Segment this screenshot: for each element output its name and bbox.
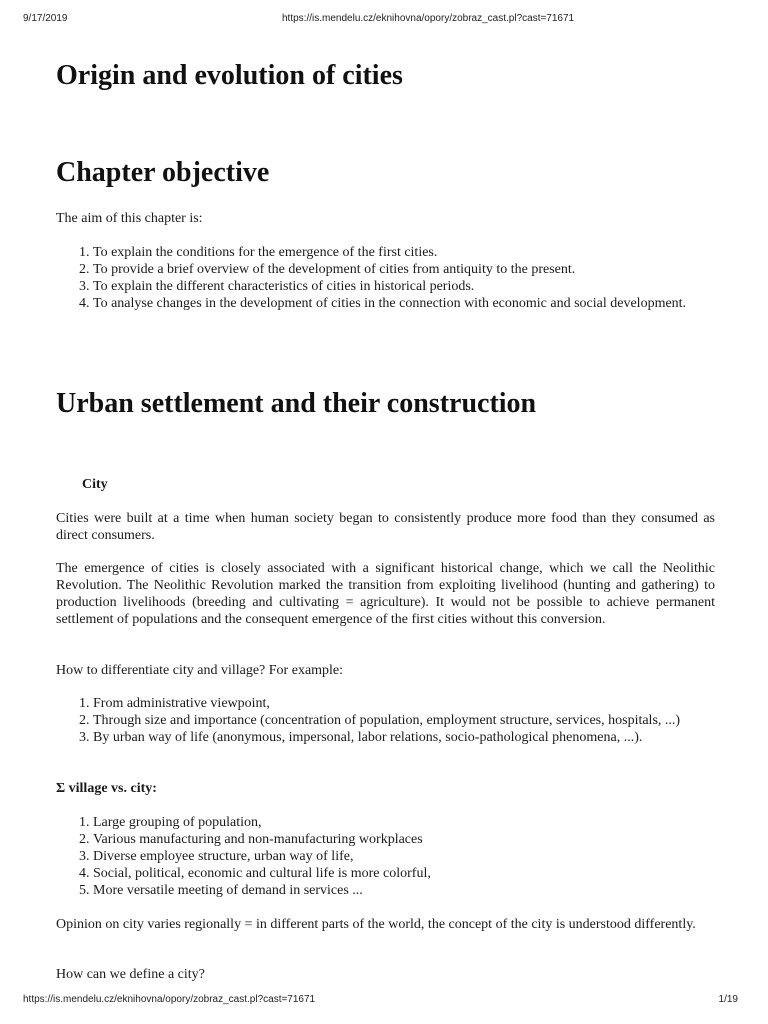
list-item: 2. To provide a brief overview of the development of cities from antiquity to the present. bbox=[93, 261, 752, 278]
list-item: 2. Various manufacturing and non-manufacturing workplaces bbox=[93, 831, 752, 848]
print-footer-url: https://is.mendelu.cz/eknihovna/opory/zobraz_cast.pl?cast=71671 bbox=[23, 994, 316, 1005]
paragraph: How can we define a city? bbox=[56, 967, 205, 982]
chapter-objective-heading: Chapter objective bbox=[56, 157, 270, 188]
paragraph: Opinion on city varies regionally = in different parts of the world, the concept of the city is understood differently. bbox=[56, 917, 696, 932]
list-item: 2. Through size and importance (concentration of population, employment structure, services, hospitals, ...) bbox=[93, 712, 752, 729]
paragraph: The emergence of cities is closely associated with a significant historical change, which we call the Neolithic Revolution. The Neolithic Revolution marked the transition from exploiting livelihood (hunting and gathering) to production livelihoods (breeding and cultivating = agriculture). It would not be possible to achieve permanent settlement of populations and the consequent emergence of the first cities without this conversion. bbox=[56, 561, 715, 627]
city-subheading: City bbox=[82, 477, 108, 492]
paragraph: Cities were built at a time when human society began to consistently produce more food than they consumed as direct consumers. bbox=[56, 511, 715, 543]
differentiate-list bbox=[56, 695, 752, 746]
list-item: 3. Diverse employee structure, urban way of life, bbox=[93, 848, 752, 865]
print-header-url: https://is.mendelu.cz/eknihovna/opory/zobraz_cast.pl?cast=71671 bbox=[282, 13, 575, 24]
print-header bbox=[0, 13, 768, 29]
list-item: 4. Social, political, economic and cultural life is more colorful, bbox=[93, 865, 752, 882]
sigma-heading: Σ village vs. city: bbox=[56, 781, 157, 796]
list-item: 3. By urban way of life (anonymous, impersonal, labor relations, socio-pathological phenomena, ...). bbox=[93, 729, 752, 746]
section-heading: Urban settlement and their construction bbox=[56, 388, 537, 419]
list-item: 3. To explain the different characteristics of cities in historical periods. bbox=[93, 278, 752, 295]
list-item: 1. From administrative viewpoint, bbox=[93, 695, 752, 712]
page-number: 1/19 bbox=[718, 994, 738, 1005]
objective-intro: The aim of this chapter is: bbox=[56, 211, 203, 226]
print-date: 9/17/2019 bbox=[23, 13, 68, 24]
print-footer bbox=[0, 994, 768, 1010]
page-title: Origin and evolution of cities bbox=[56, 60, 403, 91]
sigma-list bbox=[56, 814, 752, 899]
list-item: 5. More versatile meeting of demand in services ... bbox=[93, 882, 752, 899]
paragraph: How to differentiate city and village? For example: bbox=[56, 663, 344, 678]
objective-list bbox=[56, 244, 752, 312]
list-item: 1. Large grouping of population, bbox=[93, 814, 752, 831]
list-item: 4. To analyse changes in the development of cities in the connection with economic and social development. bbox=[93, 295, 752, 312]
list-item: 1. To explain the conditions for the emergence of the first cities. bbox=[93, 244, 752, 261]
